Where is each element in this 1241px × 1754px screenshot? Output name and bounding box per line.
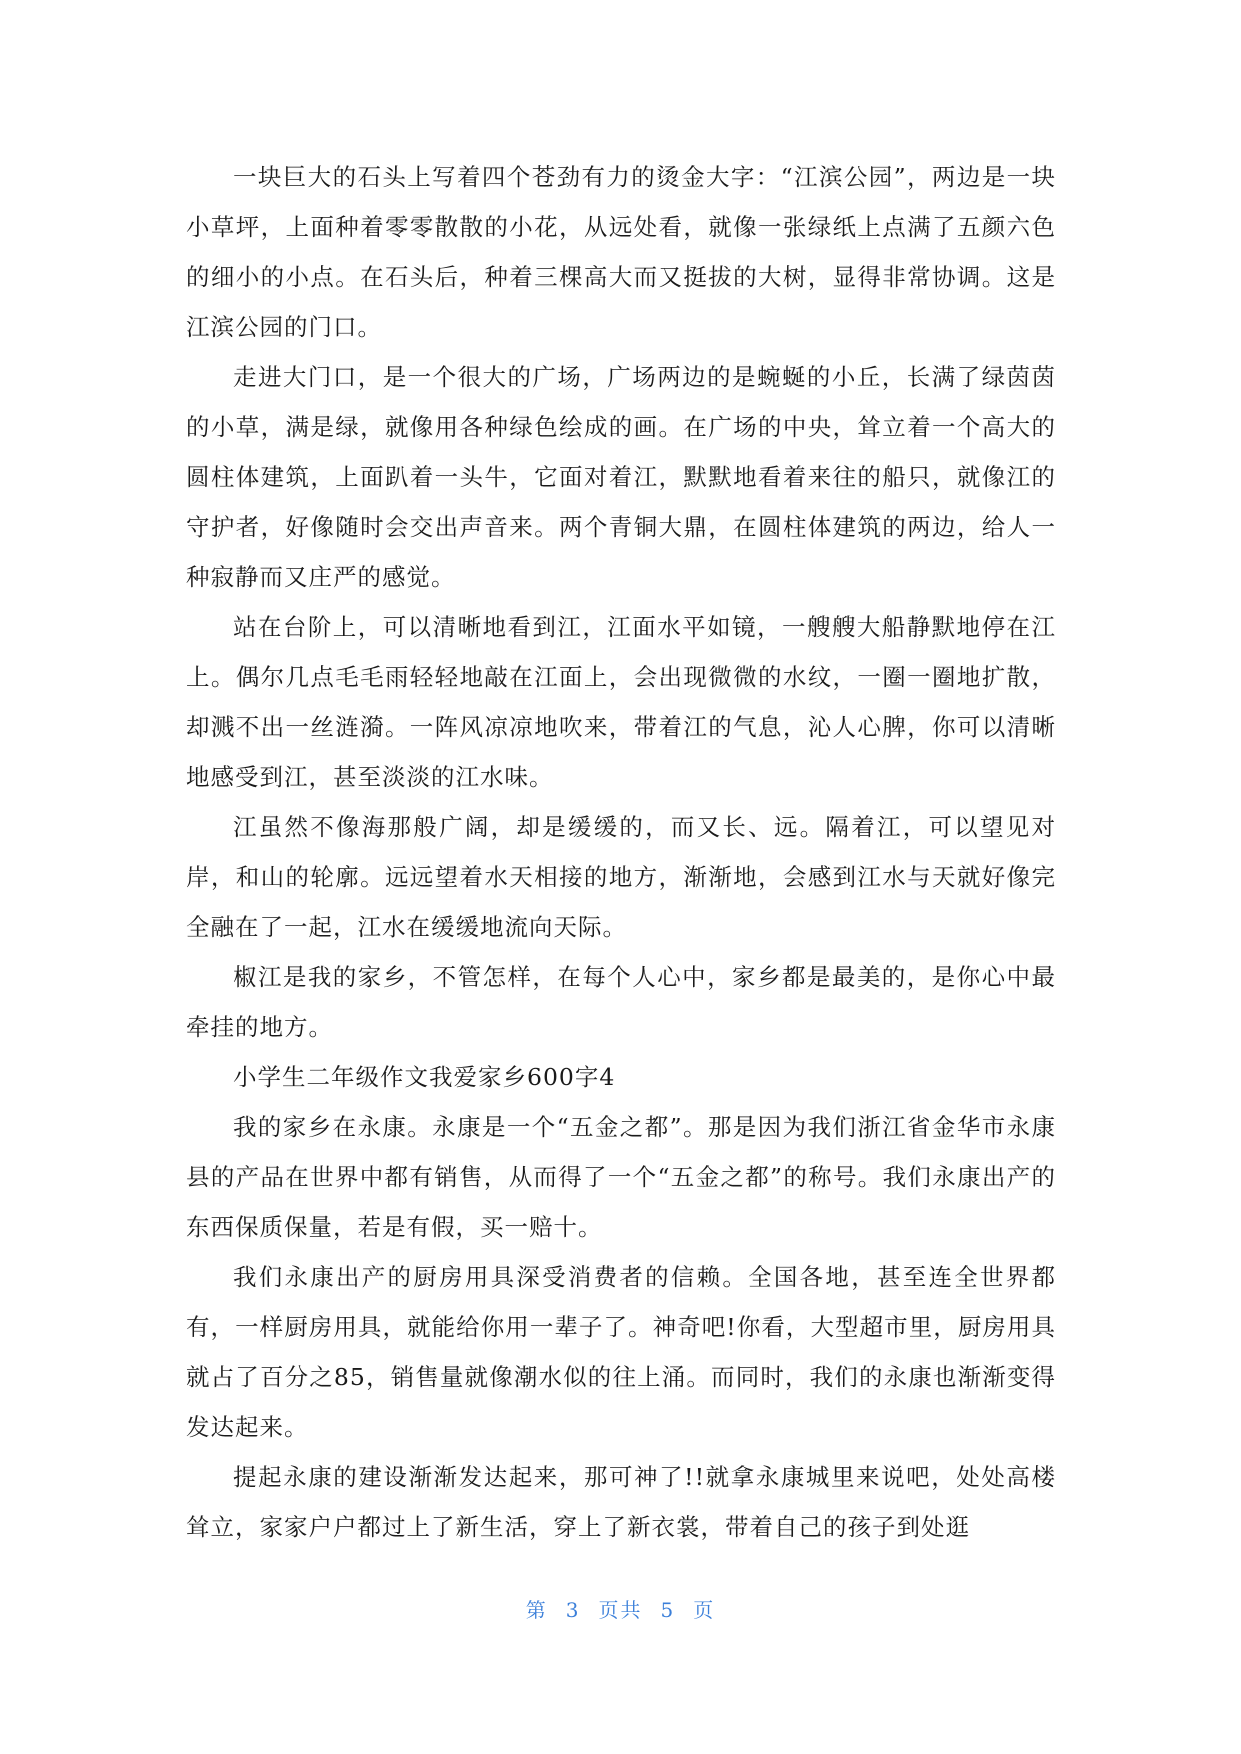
paragraph: 提起永康的建设渐渐发达起来，那可神了!!就拿永康城里来说吧，处处高楼耸立，家家户户都过上了新生活，穿上了新衣裳，带着自己的孩子到处逛 (186, 1463, 1056, 1541)
footer-suffix: 页 (693, 1598, 716, 1622)
page-footer (0, 1594, 1241, 1623)
paragraph: 椒江是我的家乡，不管怎样，在每个人心中，家乡都是最美的，是你心中最牵挂的地方。 (186, 963, 1056, 1041)
article-body (186, 152, 1056, 1552)
paragraph: 我的家乡在永康。永康是一个“五金之都”。那是因为我们浙江省金华市永康县的产品在世界中都有销售，从而得了一个“五金之都”的称号。我们永康出产的东西保质保量，若是有假，买一赔十。 (186, 1113, 1056, 1241)
paragraph: 我们永康出产的厨房用具深受消费者的信赖。全国各地，甚至连全世界都有，一样厨房用具，就能给你用一辈子了。神奇吧!你看，大型超市里，厨房用具就占了百分之85，销售量就像潮水似的往上涌。而同时，我们的永康也渐渐变得发达起来。 (186, 1263, 1056, 1441)
footer-middle: 页共 (598, 1598, 643, 1622)
footer-total-pages: 5 (660, 1598, 676, 1622)
paragraph: 走进大门口，是一个很大的广场，广场两边的是蜿蜒的小丘，长满了绿茵茵的小草，满是绿，就像用各种绿色绘成的画。在广场的中央，耸立着一个高大的圆柱体建筑，上面趴着一头牛，它面对着江，默默地看着来往的船只，就像江的守护者，好像随时会交出声音来。两个青铜大鼎，在圆柱体建筑的两边，给人一种寂静而又庄严的感觉。 (186, 363, 1056, 591)
paragraph: 江虽然不像海那般广阔，却是缓缓的，而又长、远。隔着江，可以望见对岸，和山的轮廓。远远望着水天相接的地方，渐渐地，会感到江水与天就好像完全融在了一起，江水在缓缓地流向天际。 (186, 813, 1056, 941)
paragraph: 一块巨大的石头上写着四个苍劲有力的烫金大字：“江滨公园”，两边是一块小草坪，上面种着零零散散的小花，从远处看，就像一张绿纸上点满了五颜六色的细小的小点。在石头后，种着三棵高大而又挺拔的大树，显得非常协调。这是江滨公园的门口。 (186, 163, 1056, 341)
paragraph: 站在台阶上，可以清晰地看到江，江面水平如镜，一艘艘大船静默地停在江上。偶尔几点毛毛雨轻轻地敲在江面上，会出现微微的水纹，一圈一圈地扩散，却溅不出一丝涟漪。一阵风凉凉地吹来，带着江的气息，沁人心脾，你可以清晰地感受到江，甚至淡淡的江水味。 (186, 613, 1056, 791)
footer-current-page: 3 (565, 1598, 581, 1622)
footer-prefix: 第 (525, 1598, 548, 1622)
section-title: 小学生二年级作文我爱家乡600字4 (233, 1063, 616, 1091)
